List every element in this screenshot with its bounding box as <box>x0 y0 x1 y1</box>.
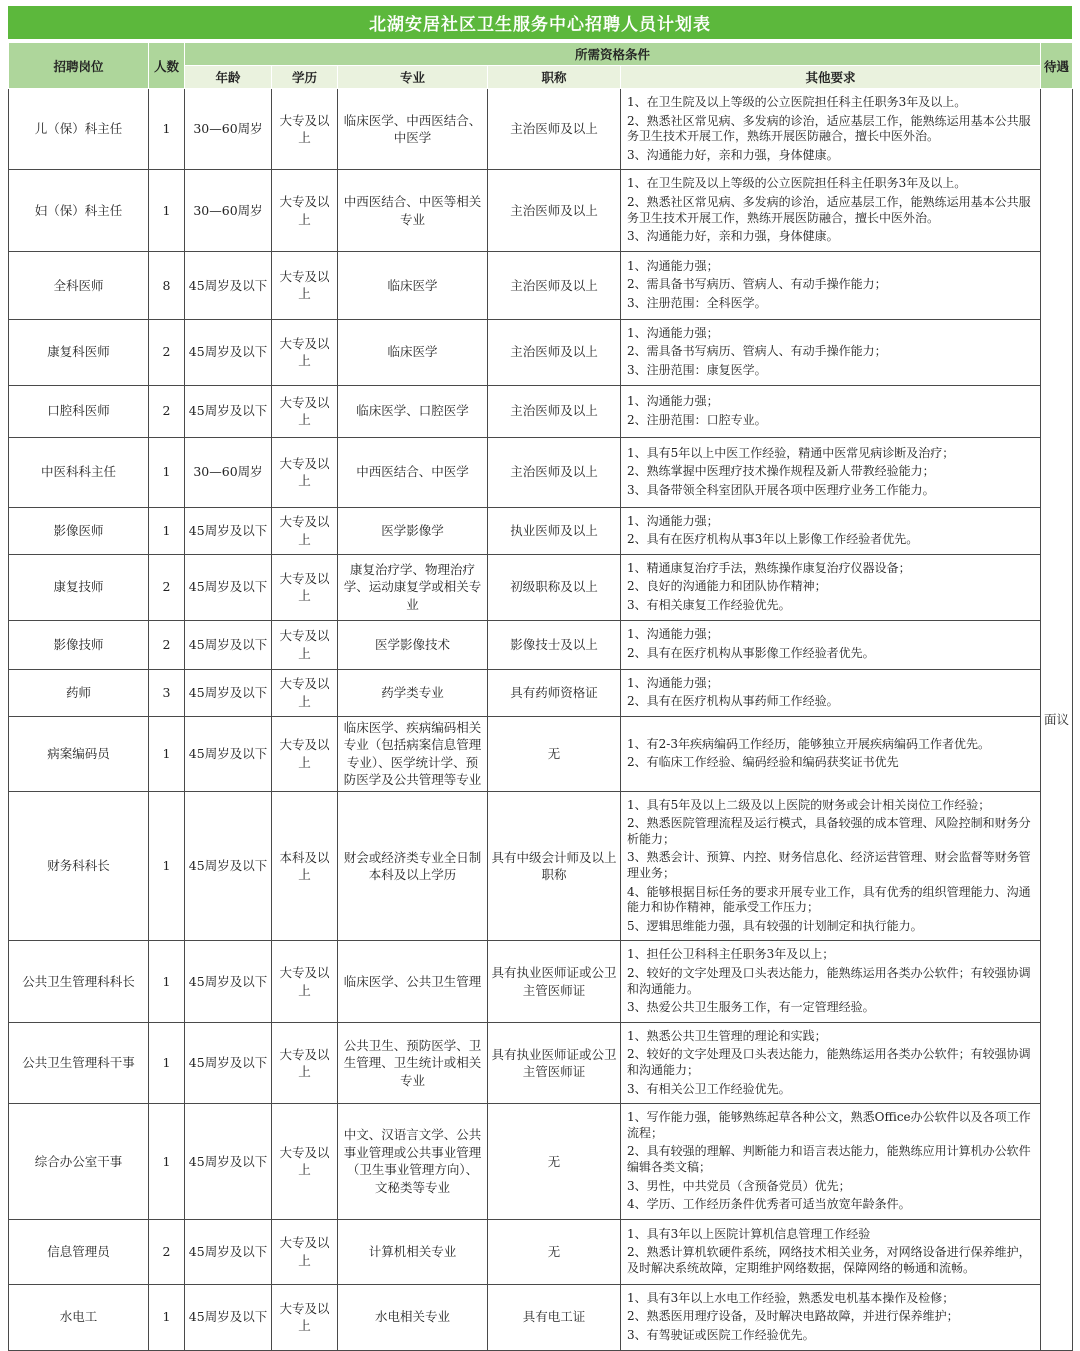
cell-age: 30—60周岁 <box>185 89 272 170</box>
header-major: 专业 <box>338 66 488 89</box>
cell-other-requirements <box>621 437 1041 507</box>
cell-other-requirements <box>621 251 1041 319</box>
requirement-line: 4、能够根据目标任务的要求开展专业工作，具有优秀的组织管理能力、沟通能力和协作精神，能承受工作压力； <box>627 884 1031 915</box>
cell-age: 45周岁及以下 <box>185 941 272 1022</box>
cell-count: 1 <box>149 170 185 251</box>
requirement-line: 1、在卫生院及以上等级的公立医院担任科主任职务3年及以上。 <box>627 176 967 191</box>
cell-education: 大专及以上 <box>272 1022 338 1103</box>
recruitment-table <box>8 42 1073 1351</box>
cell-position: 全科医师 <box>9 251 149 319</box>
cell-other-requirements <box>621 716 1041 791</box>
cell-other-requirements <box>621 1219 1041 1284</box>
requirement-line: 5、逻辑思维能力强，具有较强的计划制定和执行能力。 <box>627 918 923 933</box>
cell-title: 影像技士及以上 <box>488 620 621 669</box>
cell-count: 1 <box>149 716 185 791</box>
cell-title: 初级职称及以上 <box>488 554 621 620</box>
cell-age: 45周岁及以下 <box>185 319 272 385</box>
cell-count: 1 <box>149 437 185 507</box>
cell-position: 口腔科医师 <box>9 385 149 437</box>
requirement-line: 1、沟通能力强； <box>627 325 719 340</box>
cell-title: 主治医师及以上 <box>488 251 621 319</box>
requirement-line: 1、具有3年以上水电工作经验，熟悉发电机基本操作及检修； <box>627 1290 955 1305</box>
cell-title: 主治医师及以上 <box>488 89 621 170</box>
cell-education: 大专及以上 <box>272 1104 338 1220</box>
requirement-line: 1、有2-3年疾病编码工作经历，能够独立开展疾病编码工作者优先。 <box>627 736 990 751</box>
table-row <box>9 1284 1073 1350</box>
cell-position: 妇（保）科主任 <box>9 170 149 251</box>
requirement-line: 2、具有在医疗机构从事3年以上影像工作经验者优先。 <box>627 532 919 547</box>
cell-other-requirements <box>621 1022 1041 1103</box>
cell-position: 康复科医师 <box>9 319 149 385</box>
cell-age: 45周岁及以下 <box>185 620 272 669</box>
requirement-line: 1、沟通能力强； <box>627 513 719 528</box>
cell-age: 45周岁及以下 <box>185 791 272 941</box>
table-row <box>9 554 1073 620</box>
cell-count: 8 <box>149 251 185 319</box>
cell-other-requirements <box>621 1104 1041 1220</box>
table-row <box>9 791 1073 941</box>
requirement-line: 3、沟通能力好，亲和力强，身体健康。 <box>627 147 839 162</box>
cell-education: 大专及以上 <box>272 170 338 251</box>
cell-major: 财会或经济类专业全日制本科及以上学历 <box>338 791 488 941</box>
cell-title: 具有药师资格证 <box>488 669 621 716</box>
requirement-line: 1、沟通能力强； <box>627 627 719 642</box>
cell-major: 中文、汉语言文学、公共事业管理或公共事业管理（卫生事业管理方向）、文秘类等专业 <box>338 1104 488 1220</box>
requirement-line: 2、较好的文字处理及口头表达能力，能熟练运用各类办公软件；有较强协调和沟通能力。 <box>627 966 1031 996</box>
cell-major: 中西医结合、中医学 <box>338 437 488 507</box>
header-treatment: 待遇 <box>1041 43 1073 89</box>
requirement-line: 3、有驾驶证或医院工作经验优先。 <box>627 1327 815 1342</box>
cell-age: 45周岁及以下 <box>185 669 272 716</box>
cell-education: 大专及以上 <box>272 385 338 437</box>
cell-education: 大专及以上 <box>272 507 338 554</box>
cell-age: 30—60周岁 <box>185 437 272 507</box>
cell-position: 中医科科主任 <box>9 437 149 507</box>
cell-major: 公共卫生、预防医学、卫生管理、卫生统计或相关专业 <box>338 1022 488 1103</box>
cell-count: 2 <box>149 385 185 437</box>
cell-title: 具有电工证 <box>488 1284 621 1350</box>
cell-count: 2 <box>149 620 185 669</box>
table-row <box>9 170 1073 251</box>
header-education: 学历 <box>272 66 338 89</box>
cell-major: 水电相关专业 <box>338 1284 488 1350</box>
cell-position: 财务科科长 <box>9 791 149 941</box>
cell-major: 临床医学、公共卫生管理 <box>338 941 488 1022</box>
cell-position: 公共卫生管理科干事 <box>9 1022 149 1103</box>
cell-count: 2 <box>149 1219 185 1284</box>
table-row <box>9 385 1073 437</box>
cell-education: 大专及以上 <box>272 716 338 791</box>
cell-major: 临床医学 <box>338 251 488 319</box>
cell-other-requirements <box>621 170 1041 251</box>
cell-education: 大专及以上 <box>272 1219 338 1284</box>
requirement-line: 2、熟悉社区常见病、多发病的诊治，适应基层工作，能熟练运用基本公共服务卫生技术开展工作，熟练开展医防融合，擅长中医外治。 <box>627 113 1031 144</box>
cell-major: 临床医学 <box>338 319 488 385</box>
requirement-line: 3、具备带领全科室团队开展各项中医理疗业务工作能力。 <box>627 482 935 497</box>
cell-education: 大专及以上 <box>272 554 338 620</box>
cell-major: 药学类专业 <box>338 669 488 716</box>
cell-other-requirements <box>621 620 1041 669</box>
requirement-line: 2、良好的沟通能力和团队协作精神； <box>627 579 827 594</box>
requirement-line: 2、具有在医疗机构从事药师工作经验。 <box>627 694 839 709</box>
requirement-line: 1、具有3年以上医院计算机信息管理工作经验 <box>627 1226 871 1241</box>
cell-position: 药师 <box>9 669 149 716</box>
cell-position: 影像技师 <box>9 620 149 669</box>
cell-position: 康复技师 <box>9 554 149 620</box>
table-row <box>9 669 1073 716</box>
requirement-line: 2、较好的文字处理及口头表达能力，能熟练运用各类办公软件；有较强协调和沟通能力； <box>627 1047 1031 1077</box>
requirement-line: 2、熟悉社区常见病、多发病的诊治，适应基层工作，能熟练运用基本公共服务卫生技术开展工作，熟练开展医防融合，擅长中医外治。 <box>627 194 1031 225</box>
cell-other-requirements <box>621 554 1041 620</box>
cell-education: 大专及以上 <box>272 1284 338 1350</box>
cell-major: 康复治疗学、物理治疗学、运动康复学或相关专业 <box>338 554 488 620</box>
table-row <box>9 251 1073 319</box>
cell-other-requirements <box>621 1284 1041 1350</box>
cell-count: 1 <box>149 1022 185 1103</box>
cell-age: 45周岁及以下 <box>185 554 272 620</box>
requirement-line: 3、注册范围：全科医学。 <box>627 296 767 311</box>
header-qualifications: 所需资格条件 <box>185 43 1041 66</box>
cell-education: 大专及以上 <box>272 941 338 1022</box>
table-row <box>9 437 1073 507</box>
cell-major: 计算机相关专业 <box>338 1219 488 1284</box>
cell-education: 大专及以上 <box>272 319 338 385</box>
cell-other-requirements <box>621 669 1041 716</box>
cell-other-requirements <box>621 507 1041 554</box>
cell-position: 儿（保）科主任 <box>9 89 149 170</box>
cell-major: 临床医学、疾病编码相关专业（包括病案信息管理专业）、医学统计学、预防医学及公共管理等专业 <box>338 716 488 791</box>
cell-title: 无 <box>488 1104 621 1220</box>
table-row <box>9 319 1073 385</box>
cell-count: 3 <box>149 669 185 716</box>
cell-age: 45周岁及以下 <box>185 1104 272 1220</box>
requirement-line: 1、熟悉公共卫生管理的理论和实践； <box>627 1028 827 1043</box>
requirement-line: 3、沟通能力好，亲和力强，身体健康。 <box>627 229 839 244</box>
requirement-line: 1、精通康复治疗手法，熟练操作康复治疗仪器设备； <box>627 560 911 575</box>
cell-count: 1 <box>149 941 185 1022</box>
requirement-line: 2、具有较强的理解、判断能力和语言表达能力，能熟练应用计算机办公软件编辑各类文稿； <box>627 1144 1031 1174</box>
cell-count: 1 <box>149 791 185 941</box>
table-row <box>9 1104 1073 1220</box>
requirement-line: 1、沟通能力强； <box>627 675 719 690</box>
cell-education: 大专及以上 <box>272 251 338 319</box>
table-body <box>9 89 1073 1351</box>
cell-position: 影像医师 <box>9 507 149 554</box>
header-title: 职称 <box>488 66 621 89</box>
cell-other-requirements <box>621 791 1041 941</box>
cell-major: 临床医学、中西医结合、中医学 <box>338 89 488 170</box>
cell-position: 水电工 <box>9 1284 149 1350</box>
table-row <box>9 620 1073 669</box>
cell-age: 45周岁及以下 <box>185 1219 272 1284</box>
cell-age: 45周岁及以下 <box>185 251 272 319</box>
cell-title: 无 <box>488 716 621 791</box>
header-count: 人数 <box>149 43 185 89</box>
header-position: 招聘岗位 <box>9 43 149 89</box>
table-row <box>9 1219 1073 1284</box>
cell-title: 主治医师及以上 <box>488 319 621 385</box>
cell-count: 1 <box>149 89 185 170</box>
page-title: 北湖安居社区卫生服务中心招聘人员计划表 <box>8 6 1072 39</box>
cell-education: 本科及以上 <box>272 791 338 941</box>
cell-age: 45周岁及以下 <box>185 507 272 554</box>
requirement-line: 3、熟悉会计、预算、内控、财务信息化、经济运营管理、财会监督等财务管理业务； <box>627 850 1031 881</box>
cell-education: 大专及以上 <box>272 437 338 507</box>
cell-other-requirements <box>621 385 1041 437</box>
requirement-line: 3、有相关公卫工作经验优先。 <box>627 1081 791 1096</box>
requirement-line: 3、男性，中共党员（含预备党员）优先； <box>627 1178 851 1193</box>
header-other: 其他要求 <box>621 66 1041 89</box>
requirement-line: 2、熟练掌握中医理疗技术操作规程及新人带教经验能力； <box>627 464 935 479</box>
table-row <box>9 716 1073 791</box>
cell-other-requirements <box>621 941 1041 1022</box>
requirement-line: 3、有相关康复工作经验优先。 <box>627 597 791 612</box>
table-row <box>9 89 1073 170</box>
cell-age: 30—60周岁 <box>185 170 272 251</box>
header-age: 年龄 <box>185 66 272 89</box>
requirement-line: 1、写作能力强，能够熟练起草各种公文，熟悉Office办公软件以及各项工作流程； <box>627 1110 1031 1140</box>
cell-position: 信息管理员 <box>9 1219 149 1284</box>
requirement-line: 2、熟悉计算机软硬件系统，网络技术相关业务，对网络设备进行保养维护，及时解决系统故障，定期维护网络数据，保障网络的畅通和流畅。 <box>627 1245 1031 1276</box>
cell-count: 1 <box>149 507 185 554</box>
requirement-line: 1、沟通能力强； <box>627 258 719 273</box>
cell-title: 主治医师及以上 <box>488 437 621 507</box>
cell-other-requirements <box>621 319 1041 385</box>
requirement-line: 2、熟悉医用理疗设备，及时解决电路故障，并进行保养维护； <box>627 1309 959 1324</box>
cell-education: 大专及以上 <box>272 89 338 170</box>
requirement-line: 3、注册范围：康复医学。 <box>627 362 767 377</box>
cell-count: 1 <box>149 1284 185 1350</box>
cell-position: 病案编码员 <box>9 716 149 791</box>
cell-title: 主治医师及以上 <box>488 385 621 437</box>
cell-count: 2 <box>149 319 185 385</box>
cell-treatment-merged: 面议 <box>1041 89 1073 1351</box>
requirement-line: 1、具有5年以上中医工作经验，精通中医常见病诊断及治疗； <box>627 445 955 460</box>
requirement-line: 1、具有5年及以上二级及以上医院的财务或会计相关岗位工作经验； <box>627 797 991 812</box>
table-row <box>9 941 1073 1022</box>
cell-age: 45周岁及以下 <box>185 1284 272 1350</box>
requirement-line: 2、需具备书写病历、管病人、有动手操作能力； <box>627 277 887 292</box>
cell-age: 45周岁及以下 <box>185 385 272 437</box>
header-row-main <box>9 43 1073 66</box>
cell-age: 45周岁及以下 <box>185 716 272 791</box>
requirement-line: 1、担任公卫科科主任职务3年及以上； <box>627 947 835 962</box>
cell-count: 2 <box>149 554 185 620</box>
requirement-line: 1、沟通能力强； <box>627 393 719 408</box>
cell-major: 医学影像技术 <box>338 620 488 669</box>
table-row <box>9 1022 1073 1103</box>
cell-position: 综合办公室干事 <box>9 1104 149 1220</box>
requirement-line: 2、有临床工作经验、编码经验和编码获奖证书优先 <box>627 755 899 770</box>
cell-education: 大专及以上 <box>272 669 338 716</box>
requirement-line: 2、熟悉医院管理流程及运行模式，具备较强的成本管理、风险控制和财务分析能力； <box>627 816 1031 846</box>
cell-title: 具有执业医师证或公卫主管医师证 <box>488 941 621 1022</box>
requirement-line: 2、注册范围：口腔专业。 <box>627 412 767 427</box>
cell-title: 执业医师及以上 <box>488 507 621 554</box>
cell-title: 具有执业医师证或公卫主管医师证 <box>488 1022 621 1103</box>
cell-major: 中西医结合、中医等相关专业 <box>338 170 488 251</box>
cell-major: 临床医学、口腔医学 <box>338 385 488 437</box>
requirement-line: 3、热爱公共卫生服务工作，有一定管理经验。 <box>627 1000 875 1015</box>
cell-position: 公共卫生管理科科长 <box>9 941 149 1022</box>
cell-count: 1 <box>149 1104 185 1220</box>
table-row <box>9 507 1073 554</box>
cell-age: 45周岁及以下 <box>185 1022 272 1103</box>
cell-title: 主治医师及以上 <box>488 170 621 251</box>
cell-education: 大专及以上 <box>272 620 338 669</box>
cell-other-requirements <box>621 89 1041 170</box>
cell-title: 无 <box>488 1219 621 1284</box>
requirement-line: 4、学历、工作经历条件优秀者可适当放宽年龄条件。 <box>627 1197 911 1212</box>
requirement-line: 2、需具备书写病历、管病人、有动手操作能力； <box>627 344 887 359</box>
requirement-line: 1、在卫生院及以上等级的公立医院担任科主任职务3年及以上。 <box>627 95 967 109</box>
cell-title: 具有中级会计师及以上职称 <box>488 791 621 941</box>
cell-major: 医学影像学 <box>338 507 488 554</box>
requirement-line: 2、具有在医疗机构从事影像工作经验者优先。 <box>627 646 875 660</box>
